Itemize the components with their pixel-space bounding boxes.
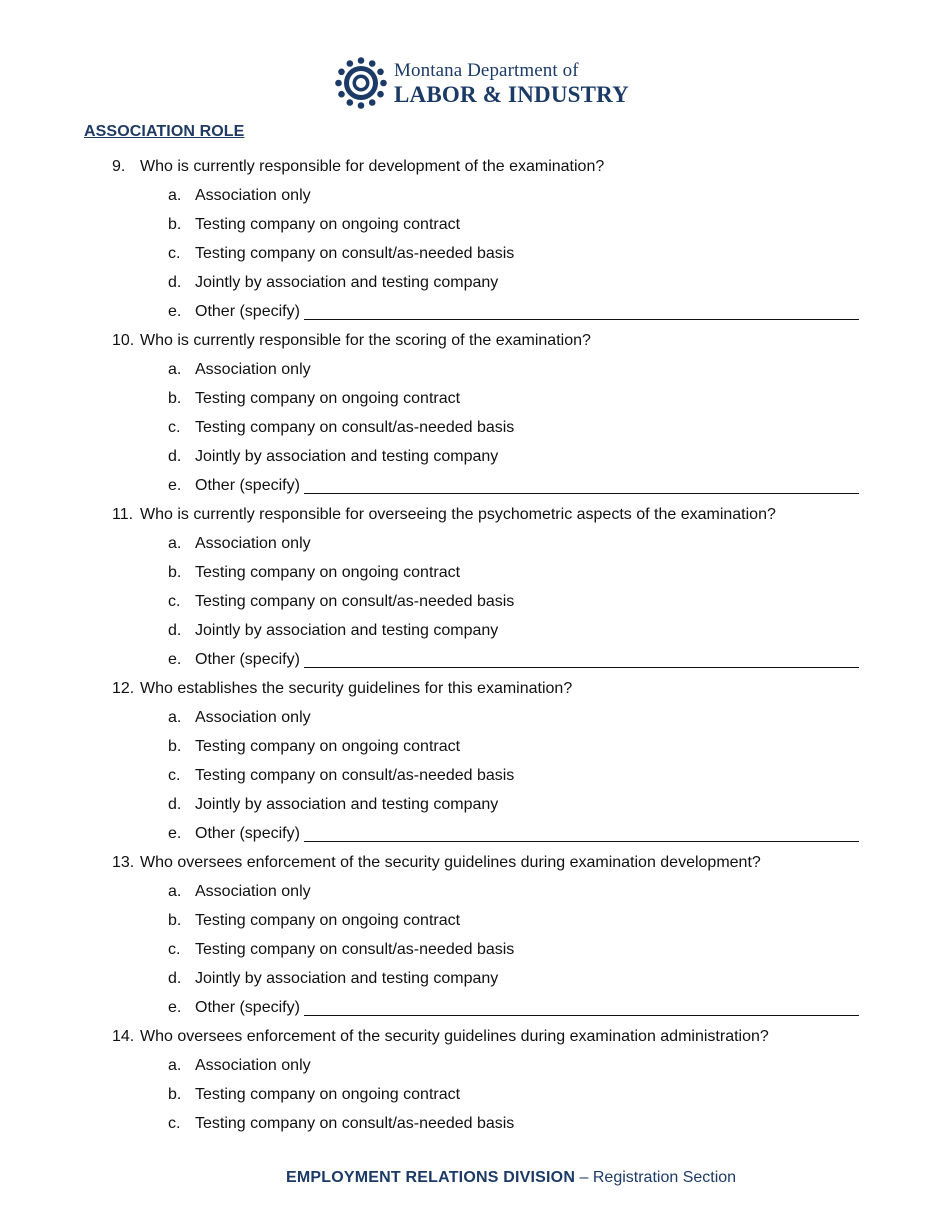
question-12 bbox=[0, 674, 950, 703]
option-letter: b. bbox=[168, 912, 182, 929]
option-item bbox=[0, 1080, 950, 1109]
option-item-other bbox=[0, 993, 950, 1022]
option-letter: b. bbox=[168, 564, 182, 581]
gear-seal-icon bbox=[334, 56, 388, 110]
option-text: Testing company on consult/as-needed basis bbox=[195, 1115, 515, 1132]
option-item bbox=[0, 355, 950, 384]
option-text: Association only bbox=[195, 1057, 311, 1074]
option-text: Jointly by association and testing company bbox=[195, 970, 499, 987]
option-item bbox=[0, 384, 950, 413]
option-text: Testing company on ongoing contract bbox=[195, 564, 461, 581]
option-letter: d. bbox=[168, 970, 182, 987]
option-letter: d. bbox=[168, 274, 182, 291]
option-letter: c. bbox=[168, 1115, 181, 1132]
question-number: 9. bbox=[112, 158, 126, 175]
section-heading: ASSOCIATION ROLE bbox=[84, 123, 245, 140]
option-letter: b. bbox=[168, 1086, 182, 1103]
department-logo bbox=[334, 54, 629, 112]
option-text: Association only bbox=[195, 883, 311, 900]
question-9 bbox=[0, 152, 950, 181]
option-text: Other (specify) bbox=[195, 999, 300, 1016]
option-letter: a. bbox=[168, 187, 182, 204]
question-text: Who oversees enforcement of the security guidelines during examination administration? bbox=[140, 1028, 769, 1045]
footer-division: EMPLOYMENT RELATIONS DIVISION bbox=[286, 1169, 576, 1186]
option-letter: d. bbox=[168, 622, 182, 639]
option-letter: c. bbox=[168, 419, 181, 436]
option-item bbox=[0, 935, 950, 964]
question-text: Who oversees enforcement of the security guidelines during examination development? bbox=[140, 854, 761, 871]
option-text: Association only bbox=[195, 535, 311, 552]
option-letter: e. bbox=[168, 825, 182, 842]
option-item bbox=[0, 181, 950, 210]
question-number: 14. bbox=[112, 1028, 135, 1045]
question-13 bbox=[0, 848, 950, 877]
page-footer bbox=[286, 1169, 736, 1187]
question-number: 13. bbox=[112, 854, 135, 871]
department-name-line1: Montana Department of bbox=[394, 59, 579, 81]
option-item bbox=[0, 761, 950, 790]
option-text: Association only bbox=[195, 187, 311, 204]
specify-blank-line[interactable] bbox=[304, 319, 859, 320]
option-letter: d. bbox=[168, 796, 182, 813]
option-item bbox=[0, 964, 950, 993]
option-text: Testing company on ongoing contract bbox=[195, 912, 461, 929]
option-item bbox=[0, 268, 950, 297]
question-number: 10. bbox=[112, 332, 135, 349]
option-text: Testing company on ongoing contract bbox=[195, 390, 461, 407]
option-text: Testing company on consult/as-needed basis bbox=[195, 767, 515, 784]
question-14 bbox=[0, 1022, 950, 1051]
department-name bbox=[394, 61, 629, 106]
option-text: Jointly by association and testing company bbox=[195, 274, 499, 291]
option-letter: e. bbox=[168, 303, 182, 320]
option-text: Other (specify) bbox=[195, 303, 300, 320]
option-item-other bbox=[0, 297, 950, 326]
option-letter: e. bbox=[168, 999, 182, 1016]
option-text: Jointly by association and testing company bbox=[195, 796, 499, 813]
option-letter: a. bbox=[168, 535, 182, 552]
option-item bbox=[0, 1051, 950, 1080]
option-item-other bbox=[0, 471, 950, 500]
option-text: Other (specify) bbox=[195, 477, 300, 494]
option-text: Testing company on consult/as-needed basis bbox=[195, 419, 515, 436]
option-item bbox=[0, 616, 950, 645]
option-item bbox=[0, 1109, 950, 1138]
option-text: Association only bbox=[195, 709, 311, 726]
option-text: Jointly by association and testing company bbox=[195, 448, 499, 465]
option-letter: c. bbox=[168, 245, 181, 262]
option-letter: a. bbox=[168, 361, 182, 378]
option-item bbox=[0, 790, 950, 819]
option-item bbox=[0, 442, 950, 471]
option-item bbox=[0, 906, 950, 935]
option-text: Testing company on consult/as-needed basis bbox=[195, 593, 515, 610]
option-letter: b. bbox=[168, 390, 182, 407]
option-letter: c. bbox=[168, 941, 181, 958]
option-text: Testing company on ongoing contract bbox=[195, 1086, 461, 1103]
option-letter: a. bbox=[168, 1057, 182, 1074]
option-item bbox=[0, 558, 950, 587]
specify-blank-line[interactable] bbox=[304, 841, 859, 842]
option-item-other bbox=[0, 645, 950, 674]
option-text: Testing company on ongoing contract bbox=[195, 216, 461, 233]
option-text: Jointly by association and testing company bbox=[195, 622, 499, 639]
option-item bbox=[0, 587, 950, 616]
specify-blank-line[interactable] bbox=[304, 493, 859, 494]
option-item bbox=[0, 703, 950, 732]
question-11 bbox=[0, 500, 950, 529]
specify-blank-line[interactable] bbox=[304, 1015, 859, 1016]
question-list bbox=[0, 152, 950, 1138]
option-item bbox=[0, 877, 950, 906]
question-number: 11. bbox=[112, 506, 134, 523]
option-item bbox=[0, 732, 950, 761]
option-item bbox=[0, 239, 950, 268]
option-item-other bbox=[0, 819, 950, 848]
option-text: Testing company on consult/as-needed basis bbox=[195, 941, 515, 958]
footer-separator: – bbox=[575, 1169, 593, 1186]
department-name-line2: LABOR & INDUSTRY bbox=[394, 81, 629, 107]
option-item bbox=[0, 210, 950, 239]
option-letter: b. bbox=[168, 738, 182, 755]
option-item bbox=[0, 529, 950, 558]
question-text: Who establishes the security guidelines for this examination? bbox=[140, 680, 573, 697]
option-letter: c. bbox=[168, 593, 181, 610]
option-text: Testing company on ongoing contract bbox=[195, 738, 461, 755]
footer-section: Registration Section bbox=[592, 1169, 737, 1186]
option-letter: a. bbox=[168, 709, 182, 726]
specify-blank-line[interactable] bbox=[304, 667, 859, 668]
option-letter: e. bbox=[168, 651, 182, 668]
option-text: Other (specify) bbox=[195, 825, 300, 842]
option-letter: a. bbox=[168, 883, 182, 900]
option-text: Other (specify) bbox=[195, 651, 300, 668]
option-letter: c. bbox=[168, 767, 181, 784]
option-text: Association only bbox=[195, 361, 311, 378]
question-text: Who is currently responsible for the scoring of the examination? bbox=[140, 332, 591, 349]
option-item bbox=[0, 413, 950, 442]
question-number: 12. bbox=[112, 680, 135, 697]
option-letter: d. bbox=[168, 448, 182, 465]
option-text: Testing company on consult/as-needed basis bbox=[195, 245, 515, 262]
question-text: Who is currently responsible for development of the examination? bbox=[140, 158, 605, 175]
option-letter: b. bbox=[168, 216, 182, 233]
question-text: Who is currently responsible for overseeing the psychometric aspects of the examination? bbox=[140, 506, 776, 523]
question-10 bbox=[0, 326, 950, 355]
option-letter: e. bbox=[168, 477, 182, 494]
